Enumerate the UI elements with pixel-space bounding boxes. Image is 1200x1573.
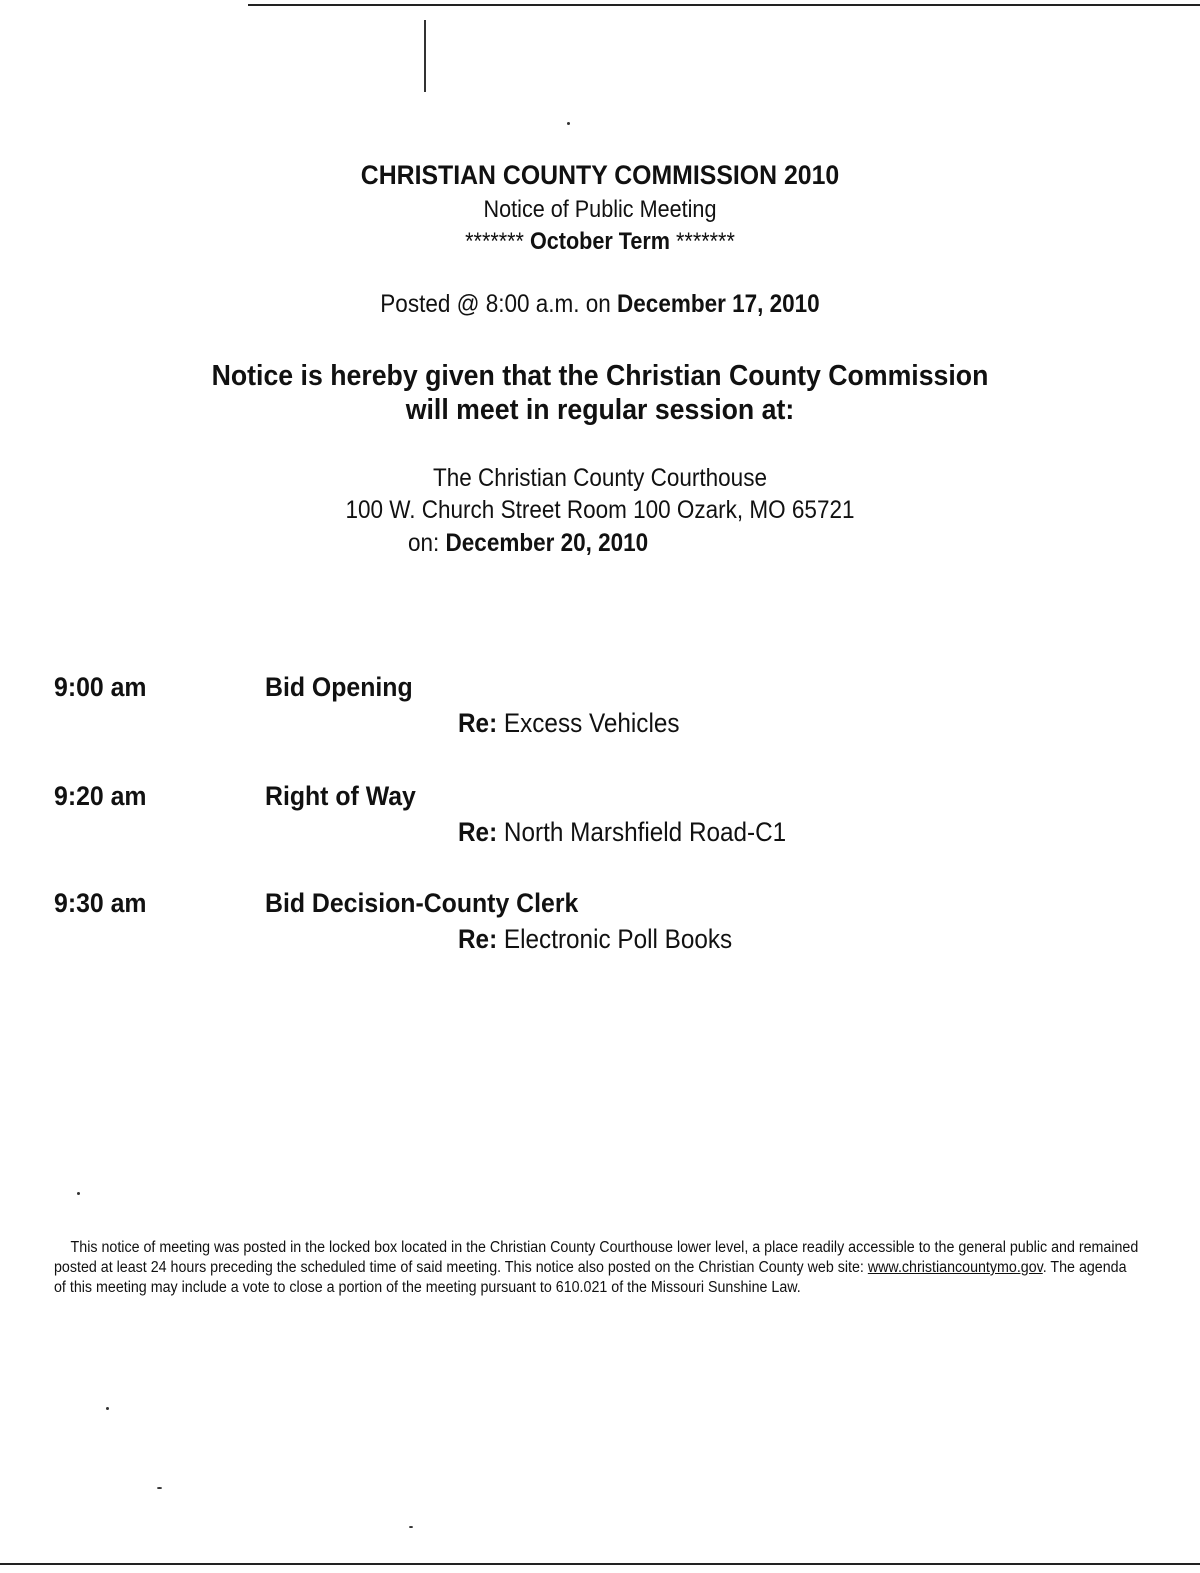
location-name: The Christian County Courthouse bbox=[433, 464, 767, 492]
notice-heading bbox=[48, 359, 1152, 427]
re-label: Re: bbox=[458, 817, 498, 847]
location-block bbox=[60, 462, 1140, 526]
agenda-time: 9:20 am bbox=[54, 781, 147, 811]
document-subtitle: Notice of Public Meeting bbox=[483, 196, 717, 223]
scan-speck bbox=[157, 1487, 162, 1489]
re-label: Re: bbox=[458, 708, 498, 738]
agenda-item bbox=[0, 888, 1200, 968]
agenda-time: 9:00 am bbox=[54, 672, 147, 702]
agenda-re bbox=[458, 924, 732, 955]
posted-line bbox=[60, 290, 1140, 319]
re-text: North Marshfield Road-C1 bbox=[503, 817, 787, 847]
scan-top-rule bbox=[248, 4, 1200, 6]
term-label: October Term bbox=[529, 228, 671, 255]
posted-date: December 17, 2010 bbox=[617, 290, 820, 318]
on-label: on: bbox=[408, 529, 440, 557]
footer-text-end: . The agenda of this meeting may include a vote to close a portion of the meeting pursuant to 610.021 of the Missouri Sunshine Law. bbox=[54, 1259, 1127, 1296]
document-title: CHRISTIAN COUNTY COMMISSION 2010 bbox=[360, 160, 840, 190]
scan-speck bbox=[409, 1526, 413, 1528]
agenda-title: Right of Way bbox=[265, 781, 416, 811]
footer-text: This notice of meeting was posted in the locked box located in the Christian County Courthouse lower level, a place readily accessible to the general public and remained posted at least 24 hours preceding the scheduled time of said meeting. This notice also posted on the Christian County web site: bbox=[54, 1239, 1139, 1276]
re-text: Electronic Poll Books bbox=[503, 924, 733, 954]
re-text: Excess Vehicles bbox=[503, 708, 680, 738]
meeting-date-line bbox=[408, 529, 648, 558]
term-stars-left: ******* bbox=[465, 228, 524, 255]
agenda-title: Bid Opening bbox=[265, 672, 413, 702]
website-link[interactable]: www.christiancountymo.gov bbox=[867, 1259, 1043, 1276]
term-stars-right: ******* bbox=[676, 228, 735, 255]
notice-line-2: will meet in regular session at: bbox=[405, 394, 795, 426]
scan-speck bbox=[77, 1192, 80, 1195]
scan-mark bbox=[424, 20, 426, 92]
term-line bbox=[60, 228, 1140, 256]
scan-speck bbox=[106, 1407, 109, 1410]
agenda-re bbox=[458, 708, 680, 739]
agenda-item bbox=[0, 672, 1200, 752]
notice-line-1: Notice is hereby given that the Christian County Commission bbox=[211, 360, 989, 392]
location-address: 100 W. Church Street Room 100 Ozark, MO 65721 bbox=[345, 496, 855, 524]
re-label: Re: bbox=[458, 924, 498, 954]
footer-notice bbox=[54, 1238, 1140, 1298]
agenda-title: Bid Decision-County Clerk bbox=[265, 888, 579, 918]
meeting-date: December 20, 2010 bbox=[445, 529, 649, 557]
agenda-time: 9:30 am bbox=[54, 888, 147, 918]
agenda-item bbox=[0, 781, 1200, 861]
agenda-re bbox=[458, 817, 786, 848]
posted-prefix: Posted @ 8:00 a.m. on bbox=[380, 290, 611, 318]
scan-bottom-rule bbox=[0, 1563, 1200, 1565]
scan-speck bbox=[567, 122, 570, 125]
